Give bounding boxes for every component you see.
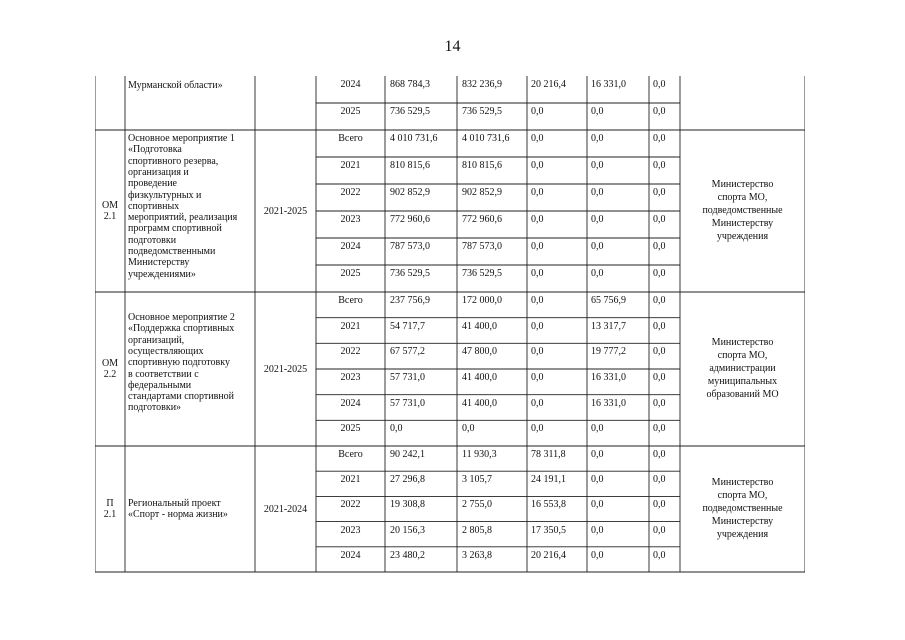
year-cell: 2023 [340, 372, 361, 383]
source-3-cell: 0,0 [591, 549, 604, 561]
year-cell: 2021 [340, 160, 361, 171]
total-cell: 868 784,3 [390, 79, 430, 90]
source-1-cell: 41 400,0 [462, 372, 497, 383]
source-3-cell: 0,0 [591, 449, 604, 460]
total-cell: 23 480,2 [390, 549, 425, 561]
total-cell: 772 960,6 [390, 214, 430, 225]
source-4-cell: 0,0 [653, 320, 666, 332]
source-3-cell: 0,0 [591, 524, 604, 536]
source-2-cell: 20 216,4 [531, 549, 566, 561]
source-4-cell: 0,0 [653, 549, 666, 561]
source-4-cell: 0,0 [653, 79, 666, 90]
description-text: Региональный проект [128, 497, 221, 509]
year-cell: Всего [338, 295, 363, 306]
source-3-cell: 0,0 [591, 423, 604, 435]
total-cell: 90 242,1 [390, 449, 425, 460]
source-2-cell: 0,0 [531, 295, 544, 306]
total-cell: 810 815,6 [390, 160, 430, 171]
source-4-cell: 0,0 [653, 499, 666, 511]
source-1-cell: 11 930,3 [462, 449, 497, 460]
year-cell: 2021 [340, 320, 361, 332]
year-cell: Всего [338, 449, 363, 460]
source-1-cell: 3 105,7 [462, 474, 492, 486]
description-text: Мурманской области» [128, 80, 223, 91]
executor-text: Министерство [711, 336, 774, 348]
source-2-cell: 0,0 [531, 241, 544, 252]
executor-text: спорта МО, [717, 349, 768, 361]
source-1-cell: 0,0 [462, 423, 475, 435]
total-cell: 736 529,5 [390, 268, 430, 279]
total-cell: 736 529,5 [390, 106, 430, 117]
source-2-cell: 0,0 [531, 133, 544, 144]
total-cell: 902 852,9 [390, 187, 430, 198]
source-1-cell: 3 263,8 [462, 549, 492, 561]
executor-text: Министерству [711, 515, 774, 527]
year-cell: 2024 [340, 241, 361, 252]
description-text: Министерству [128, 257, 190, 269]
source-4-cell: 0,0 [653, 449, 666, 460]
year-cell: 2022 [340, 499, 361, 511]
year-cell: 2022 [340, 187, 361, 198]
source-3-cell: 16 331,0 [591, 79, 626, 90]
executor-text: спорта МО, [717, 489, 768, 501]
description-text: «Поддержка спортивных [128, 323, 235, 335]
total-cell: 67 577,2 [390, 346, 425, 358]
description-text: Основное мероприятие 1 [128, 133, 235, 144]
source-3-cell: 0,0 [591, 133, 604, 144]
source-3-cell: 65 756,9 [591, 295, 626, 306]
code-cell: 2.1 [103, 211, 117, 223]
source-4-cell: 0,0 [653, 474, 666, 486]
year-cell: 2025 [340, 268, 361, 279]
executor-text: образований МО [706, 388, 779, 400]
source-3-cell: 0,0 [591, 474, 604, 486]
year-cell: 2025 [340, 423, 361, 435]
executor-text: Министерство [711, 178, 774, 190]
source-2-cell: 24 191,1 [531, 474, 566, 486]
description-text: спортивного резерва, [128, 155, 219, 167]
source-1-cell: 736 529,5 [462, 268, 502, 279]
source-2-cell: 78 311,8 [531, 449, 566, 460]
source-1-cell: 772 960,6 [462, 214, 502, 225]
year-cell: 2024 [340, 79, 361, 90]
source-3-cell: 0,0 [591, 241, 604, 252]
source-1-cell: 736 529,5 [462, 106, 502, 117]
source-3-cell: 19 777,2 [591, 346, 626, 358]
period-cell: 2021-2024 [263, 504, 308, 515]
program-table [95, 76, 805, 574]
total-cell: 237 756,9 [390, 295, 430, 306]
source-1-cell: 787 573,0 [462, 241, 502, 252]
year-cell: 2024 [340, 397, 361, 409]
source-1-cell: 41 400,0 [462, 397, 497, 409]
description-text: физкультурных и [128, 189, 202, 201]
source-4-cell: 0,0 [653, 241, 666, 252]
total-cell: 19 308,8 [390, 499, 425, 511]
description-text: мероприятий, реализация [128, 212, 238, 224]
total-cell: 27 296,8 [390, 474, 425, 486]
total-cell: 20 156,3 [390, 524, 425, 536]
total-cell: 4 010 731,6 [390, 133, 438, 144]
description-text: Основное мероприятие 2 [128, 312, 235, 323]
source-2-cell: 16 553,8 [531, 499, 566, 511]
code-cell: 2.1 [103, 509, 117, 521]
code-cell: ОМ [101, 358, 119, 369]
source-3-cell: 0,0 [591, 214, 604, 225]
executor-text: администрации [709, 362, 776, 374]
year-cell: 2022 [340, 346, 361, 358]
source-2-cell: 0,0 [531, 106, 544, 117]
source-2-cell: 0,0 [531, 423, 544, 435]
executor-text: спорта МО, [717, 191, 768, 203]
source-4-cell: 0,0 [653, 397, 666, 409]
source-2-cell: 0,0 [531, 268, 544, 279]
description-text: организация и [128, 166, 189, 178]
page-number: 14 [444, 38, 461, 55]
year-cell: 2023 [340, 214, 361, 225]
source-3-cell: 0,0 [591, 160, 604, 171]
executor-text: учреждения [716, 528, 769, 540]
total-cell: 787 573,0 [390, 241, 430, 252]
total-cell: 57 731,0 [390, 397, 425, 409]
description-text: подготовки [128, 234, 177, 246]
executor-text: муниципальных [707, 375, 778, 387]
description-text: спортивных [128, 200, 180, 212]
code-cell: 2.2 [103, 369, 117, 381]
code-cell: П [106, 498, 114, 509]
total-cell: 57 731,0 [390, 372, 425, 383]
source-1-cell: 47 800,0 [462, 346, 497, 358]
source-2-cell: 17 350,5 [531, 524, 566, 536]
source-1-cell: 810 815,6 [462, 160, 502, 171]
description-text: проведение [128, 178, 177, 190]
total-cell: 54 717,7 [390, 320, 425, 332]
source-3-cell: 0,0 [591, 499, 604, 511]
source-3-cell: 0,0 [591, 268, 604, 279]
source-2-cell: 0,0 [531, 187, 544, 198]
source-3-cell: 13 317,7 [591, 320, 626, 332]
code-cell: ОМ [101, 200, 119, 211]
description-text: программ спортивной [128, 223, 222, 235]
executor-text: Министерство [711, 476, 774, 488]
description-text: организаций, [128, 334, 185, 346]
source-4-cell: 0,0 [653, 524, 666, 536]
executor-text: Министерству [711, 217, 774, 229]
period-cell: 2021-2025 [263, 206, 308, 217]
year-cell: 2024 [340, 549, 361, 561]
source-2-cell: 20 216,4 [531, 79, 566, 90]
description-text: подведомственными [128, 246, 216, 257]
source-1-cell: 4 010 731,6 [462, 133, 510, 144]
source-2-cell: 0,0 [531, 214, 544, 225]
source-4-cell: 0,0 [653, 187, 666, 198]
source-1-cell: 902 852,9 [462, 187, 502, 198]
source-4-cell: 0,0 [653, 423, 666, 435]
source-1-cell: 2 755,0 [462, 499, 492, 511]
description-text: учреждениями» [128, 268, 196, 280]
source-3-cell: 0,0 [591, 106, 604, 117]
source-2-cell: 0,0 [531, 160, 544, 171]
description-text: стандартами спортивной [128, 391, 235, 403]
description-text: «Спорт - норма жизни» [128, 509, 228, 520]
source-2-cell: 0,0 [531, 372, 544, 383]
source-4-cell: 0,0 [653, 133, 666, 144]
year-cell: 2021 [340, 474, 361, 486]
source-2-cell: 0,0 [531, 320, 544, 332]
source-3-cell: 16 331,0 [591, 397, 626, 409]
source-1-cell: 41 400,0 [462, 320, 497, 332]
source-3-cell: 0,0 [591, 187, 604, 198]
source-1-cell: 172 000,0 [462, 295, 502, 306]
source-4-cell: 0,0 [653, 346, 666, 358]
source-4-cell: 0,0 [653, 160, 666, 171]
source-1-cell: 2 805,8 [462, 524, 492, 536]
description-text: спортивную подготовку [128, 357, 230, 369]
year-cell: 2023 [340, 524, 361, 536]
source-2-cell: 0,0 [531, 397, 544, 409]
executor-text: подведомственные [702, 204, 783, 216]
source-3-cell: 16 331,0 [591, 372, 626, 383]
source-2-cell: 0,0 [531, 346, 544, 358]
description-text: осуществляющих [128, 345, 204, 357]
executor-text: подведомственные [702, 502, 783, 514]
year-cell: Всего [338, 133, 363, 144]
year-cell: 2025 [340, 106, 361, 117]
source-4-cell: 0,0 [653, 268, 666, 279]
executor-text: учреждения [716, 230, 769, 242]
description-text: подготовки» [128, 402, 182, 414]
source-4-cell: 0,0 [653, 295, 666, 306]
source-4-cell: 0,0 [653, 372, 666, 383]
description-text: федеральными [128, 379, 192, 391]
source-4-cell: 0,0 [653, 106, 666, 117]
period-cell: 2021-2025 [263, 364, 308, 375]
total-cell: 0,0 [390, 423, 403, 435]
description-text: в соответствии с [128, 368, 199, 380]
source-4-cell: 0,0 [653, 214, 666, 225]
description-text: «Подготовка [128, 144, 182, 156]
source-1-cell: 832 236,9 [462, 79, 502, 90]
